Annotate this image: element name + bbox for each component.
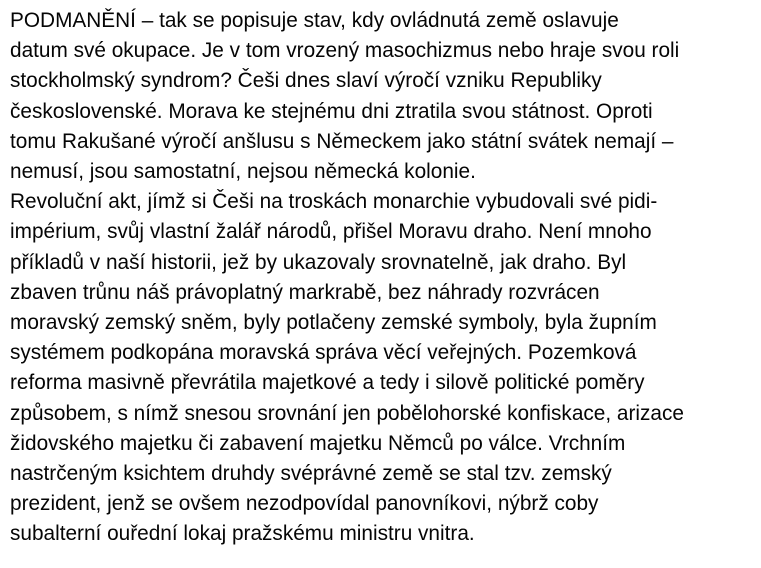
paragraph-main — [10, 187, 747, 549]
text-line: moravský zemský sněm, byly potlačeny zemské symboly, byla župním — [10, 311, 657, 335]
text-line: stockholmský syndrom? Češi dnes slaví výročí vzniku Republiky — [10, 69, 602, 93]
text-line: nastrčeným ksichtem druhdy svéprávné země se stal tzv. zemský — [10, 462, 612, 486]
text-line: reforma masivně převrátila majetkové a tedy i silově politické poměry — [10, 371, 645, 395]
text-line: způsobem, s nímž snesou srovnání jen pobělohorské konfiskace, arizace — [10, 401, 684, 425]
text-line: datum své okupace. Je v tom vrozený masochizmus nebo hraje svou roli — [10, 39, 680, 63]
text-line: PODMANĚNÍ – tak se popisuje stav, kdy ovládnutá země oslavuje — [10, 9, 619, 32]
text-line: subalterní ouřední lokaj pražskému ministru vnitra. — [10, 522, 475, 546]
text-line: Revoluční akt, jímž si Češi na troskách monarchie vybudovali své pidi- — [10, 190, 658, 214]
text-line: prezident, jenž se ovšem nezodpovídal panovníkovi, nýbrž coby — [10, 492, 599, 516]
paragraph-intro — [10, 6, 747, 187]
text-line: nemusí, jsou samostatní, nejsou německá kolonie. — [10, 160, 476, 184]
text-line: židovského majetku či zabavení majetku Němců po válce. Vrchním — [10, 431, 626, 455]
text-line: příkladů v naší historii, jež by ukazovaly srovnatelně, jak draho. Byl — [10, 250, 627, 274]
text-line: impérium, svůj vlastní žalář národů, přišel Moravu draho. Není mnoho — [10, 220, 652, 244]
text-line: zbaven trůnu náš právoplatný markrabě, bez náhrady rozvrácen — [10, 280, 600, 304]
text-line: systémem podkopána moravská správa věcí veřejných. Pozemková — [10, 341, 637, 365]
text-line: tomu Rakušané výročí anšlusu s Německem jako státní svátek nemají – — [10, 129, 674, 153]
text-line: československé. Morava ke stejnému dni ztratila svou státnost. Oproti — [10, 99, 653, 123]
